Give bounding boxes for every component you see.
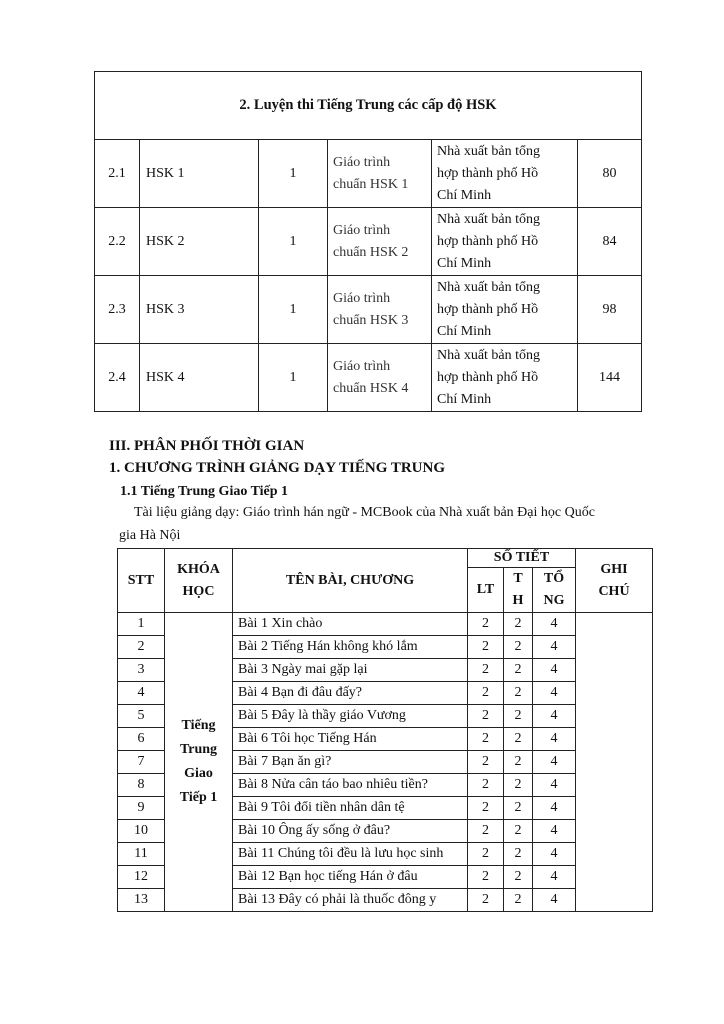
header-course	[165, 549, 233, 613]
lesson-title: Bài 10 Ông ấy sống ở đâu?	[233, 820, 468, 843]
lesson-th: 2	[504, 774, 533, 797]
section-title: III. PHÂN PHỐI THỜI GIAN	[109, 438, 305, 454]
lesson-th: 2	[504, 843, 533, 866]
header-stt: STT	[118, 549, 165, 613]
program-title: 1. CHƯƠNG TRÌNH GIẢNG DẠY TIẾNG TRUNG	[109, 460, 446, 476]
header-lt: LT	[468, 568, 504, 613]
course-title: 1.1 Tiếng Trung Giao Tiếp 1	[120, 484, 289, 499]
hsk-textbook	[328, 276, 432, 344]
hsk-publisher-line: hợp thành phố Hồ	[437, 233, 539, 249]
lesson-th: 2	[504, 797, 533, 820]
hsk-publisher-line: Chí Minh	[437, 323, 492, 339]
hsk-publisher-line: Nhà xuất bản tổng	[437, 347, 541, 363]
hsk-row	[95, 344, 642, 412]
hsk-level: HSK 2	[140, 208, 259, 276]
lesson-total: 4	[533, 751, 576, 774]
lesson-th: 2	[504, 866, 533, 889]
hsk-textbook	[328, 344, 432, 412]
lesson-th: 2	[504, 659, 533, 682]
hsk-section-heading: 2. Luyện thi Tiếng Trung các cấp độ HSK	[95, 72, 642, 140]
course-name-line: Tiếng	[181, 718, 216, 733]
hsk-row	[95, 276, 642, 344]
lesson-total: 4	[533, 774, 576, 797]
lesson-total: 4	[533, 659, 576, 682]
lesson-title: Bài 4 Bạn đi đâu đấy?	[233, 682, 468, 705]
course-name-line: Trung	[179, 742, 218, 757]
hsk-publisher-line: Chí Minh	[437, 391, 492, 407]
hsk-publisher	[432, 276, 578, 344]
lesson-lt: 2	[468, 843, 504, 866]
hsk-publisher-line: Nhà xuất bản tổng	[437, 143, 541, 159]
hsk-count: 1	[259, 276, 328, 344]
lesson-total: 4	[533, 636, 576, 659]
lesson-lt: 2	[468, 820, 504, 843]
hsk-row	[95, 208, 642, 276]
header-course-line-1: KHÓA	[177, 561, 220, 577]
lesson-total: 4	[533, 705, 576, 728]
lesson-lt: 2	[468, 797, 504, 820]
lesson-title: Bài 6 Tôi học Tiếng Hán	[233, 728, 468, 751]
lesson-lt: 2	[468, 728, 504, 751]
lesson-th: 2	[504, 613, 533, 636]
header-total	[533, 568, 576, 613]
lesson-stt: 12	[118, 866, 165, 889]
hsk-course-table	[94, 71, 642, 412]
header-lesson: TÊN BÀI, CHƯƠNG	[233, 549, 468, 613]
lesson-title: Bài 8 Nửa cân táo bao nhiêu tiền?	[233, 774, 468, 797]
lesson-lt: 2	[468, 659, 504, 682]
materials-text-line-1: Tài liệu giảng dạy: Giáo trình hán ngữ - MCBook của Nhà xuất bản Đại học Quốc	[134, 505, 595, 520]
materials-text-line-2: gia Hà Nội	[119, 528, 181, 543]
hsk-textbook-line: chuẩn HSK 4	[333, 380, 409, 396]
lesson-th: 2	[504, 751, 533, 774]
lesson-lt: 2	[468, 682, 504, 705]
lesson-th: 2	[504, 682, 533, 705]
header-note-line-2: CHÚ	[598, 583, 630, 599]
hsk-publisher	[432, 140, 578, 208]
header-periods: SỐ TIẾT	[468, 549, 576, 568]
lesson-lt: 2	[468, 774, 504, 797]
lesson-stt: 4	[118, 682, 165, 705]
lesson-total: 4	[533, 889, 576, 912]
lesson-stt: 5	[118, 705, 165, 728]
header-note-line-1: GHI	[600, 561, 628, 577]
lesson-lt: 2	[468, 705, 504, 728]
hsk-count: 1	[259, 344, 328, 412]
lesson-th: 2	[504, 820, 533, 843]
lesson-th: 2	[504, 705, 533, 728]
lesson-lt: 2	[468, 751, 504, 774]
hsk-count: 1	[259, 140, 328, 208]
hsk-level: HSK 3	[140, 276, 259, 344]
hsk-hours: 84	[578, 208, 642, 276]
lesson-title: Bài 13 Đây có phải là thuốc đông y	[233, 889, 468, 912]
hsk-count: 1	[259, 208, 328, 276]
lesson-lt: 2	[468, 866, 504, 889]
lesson-th: 2	[504, 636, 533, 659]
hsk-publisher-line: Nhà xuất bản tổng	[437, 211, 541, 227]
hsk-publisher-line: hợp thành phố Hồ	[437, 369, 539, 385]
hsk-textbook	[328, 140, 432, 208]
hsk-hours: 98	[578, 276, 642, 344]
lesson-stt: 3	[118, 659, 165, 682]
lesson-th: 2	[504, 728, 533, 751]
lesson-stt: 9	[118, 797, 165, 820]
header-course-line-2: HỌC	[182, 583, 215, 599]
hsk-row	[95, 140, 642, 208]
note-cell	[576, 613, 653, 912]
hsk-id: 2.1	[95, 140, 140, 208]
header-total-line-2: NG	[543, 593, 565, 608]
course-name-line: Tiếp 1	[179, 790, 218, 805]
hsk-level: HSK 1	[140, 140, 259, 208]
hsk-id: 2.2	[95, 208, 140, 276]
lesson-title: Bài 9 Tôi đổi tiền nhân dân tệ	[233, 797, 468, 820]
header-th-line-1: T	[513, 571, 523, 586]
hsk-id: 2.4	[95, 344, 140, 412]
lesson-title: Bài 2 Tiếng Hán không khó lắm	[233, 636, 468, 659]
hsk-textbook-line: Giáo trình	[333, 358, 391, 374]
lesson-total: 4	[533, 682, 576, 705]
lesson-total: 4	[533, 866, 576, 889]
lesson-title: Bài 1 Xin chào	[233, 613, 468, 636]
hsk-hours: 80	[578, 140, 642, 208]
hsk-publisher-line: hợp thành phố Hồ	[437, 301, 539, 317]
hsk-hours: 144	[578, 344, 642, 412]
lesson-total: 4	[533, 843, 576, 866]
hsk-publisher-line: hợp thành phố Hồ	[437, 165, 539, 181]
lesson-stt: 11	[118, 843, 165, 866]
hsk-textbook-line: chuẩn HSK 2	[333, 244, 409, 260]
hsk-textbook-line: chuẩn HSK 3	[333, 312, 409, 328]
lesson-lt: 2	[468, 889, 504, 912]
course-name-cell	[165, 613, 233, 912]
lesson-title: Bài 5 Đây là thầy giáo Vương	[233, 705, 468, 728]
lesson-stt: 2	[118, 636, 165, 659]
lesson-title: Bài 3 Ngày mai gặp lại	[233, 659, 468, 682]
hsk-publisher	[432, 344, 578, 412]
header-total-line-1: TỔ	[543, 571, 565, 586]
header-th	[504, 568, 533, 613]
lesson-stt: 8	[118, 774, 165, 797]
lesson-schedule-table	[117, 548, 653, 912]
hsk-textbook-line: chuẩn HSK 1	[333, 176, 409, 192]
header-note	[576, 549, 653, 613]
hsk-publisher-line: Chí Minh	[437, 187, 492, 203]
header-th-line-2: H	[512, 593, 524, 608]
lesson-stt: 13	[118, 889, 165, 912]
lesson-row	[118, 613, 653, 636]
lesson-total: 4	[533, 728, 576, 751]
lesson-th: 2	[504, 889, 533, 912]
hsk-id: 2.3	[95, 276, 140, 344]
lesson-lt: 2	[468, 613, 504, 636]
hsk-textbook-line: Giáo trình	[333, 154, 391, 170]
lesson-stt: 1	[118, 613, 165, 636]
lesson-stt: 10	[118, 820, 165, 843]
lesson-stt: 7	[118, 751, 165, 774]
hsk-textbook-line: Giáo trình	[333, 222, 391, 238]
hsk-publisher-line: Nhà xuất bản tổng	[437, 279, 541, 295]
lesson-title: Bài 12 Bạn học tiếng Hán ở đâu	[233, 866, 468, 889]
hsk-level: HSK 4	[140, 344, 259, 412]
lesson-title: Bài 11 Chúng tôi đều là lưu học sinh	[233, 843, 468, 866]
hsk-textbook	[328, 208, 432, 276]
lesson-lt: 2	[468, 636, 504, 659]
hsk-publisher-line: Chí Minh	[437, 255, 492, 271]
lesson-total: 4	[533, 797, 576, 820]
lesson-title: Bài 7 Bạn ăn gì?	[233, 751, 468, 774]
lesson-total: 4	[533, 613, 576, 636]
lesson-stt: 6	[118, 728, 165, 751]
lesson-total: 4	[533, 820, 576, 843]
hsk-textbook-line: Giáo trình	[333, 290, 391, 306]
course-name-line: Giao	[184, 766, 213, 781]
hsk-publisher	[432, 208, 578, 276]
